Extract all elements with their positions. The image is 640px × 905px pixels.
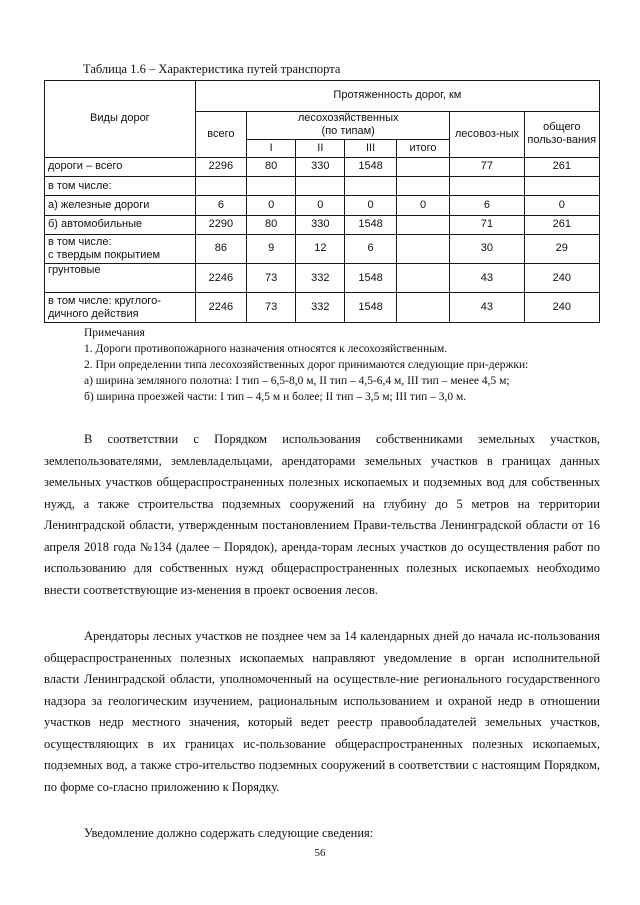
paragraph-1: В соответствии с Порядком использования собственниками земельных участков, землепользователями, землевладельцами, арендаторами земельных участков в границах данных земельных участков общераспространенных полезных ископаемых и подземных вод для собственных нужд, а также строительства подземных сооружений на глубину до 5 метров на территории Ленинградской области, утвержденным постановлением Прави-тельства Ленинградской области от 16 апреля 2018 года №134 (далее – Порядок), аренда-торам лесных участков до осуществления работ по использованию для собственных нужд общераспространенных полезных ископаемых необходимо внести соответствующие из-менения в проект освоения лесов. bbox=[44, 432, 600, 597]
table-cell: 1548 bbox=[345, 293, 396, 323]
table-cell: 12 bbox=[296, 235, 345, 264]
table-cell: 30 bbox=[450, 235, 524, 264]
table-cell: 332 bbox=[296, 263, 345, 293]
transport-table bbox=[44, 80, 600, 323]
table-cell: 261 bbox=[524, 157, 599, 176]
table-row bbox=[45, 293, 600, 323]
table-cell bbox=[450, 176, 524, 195]
note-2a: а) ширина земляного полотна: I тип – 6,5-8,0 м, II тип – 4,5-6,4 м, III тип – менее 4,5 м; bbox=[84, 375, 510, 387]
header-forest-label: лесохозяйственных bbox=[297, 112, 399, 125]
row-label: грунтовые bbox=[45, 263, 196, 293]
notes-title: Примечания bbox=[84, 327, 145, 339]
header-forest bbox=[247, 111, 450, 140]
table-cell: 240 bbox=[524, 293, 599, 323]
header-type-3: III bbox=[345, 140, 396, 157]
row-label: в том числе: круглого- дичного действия bbox=[45, 293, 196, 323]
paragraph-2: Арендаторы лесных участков не позднее чем за 14 календарных дней до начала ис-пользования общераспространенных полезных ископаемых направляют уведомление в орган исполнительной власти Ленинградской области, уполномоченный на осуществле-ние регионального государственного надзора за геологическим изучением, рациональным использованием и охраной недр в отношении участков недр местного значения, который ведет реестр правообладателей земельных участков, осуществляющих в их границах ис-пользование общераспространенных полезных ископаемых, подземных вод, а также стро-ительство подземных сооружений в соответствии с настоящим Порядком, по форме со-гласно приложению к Порядку. bbox=[44, 629, 600, 794]
table-caption: Таблица 1.6 – Характеристика путей транспорта bbox=[83, 62, 341, 76]
table-cell: 0 bbox=[296, 196, 345, 215]
table-row bbox=[45, 196, 600, 215]
table-cell: 330 bbox=[296, 157, 345, 176]
table-body bbox=[45, 157, 600, 322]
page-number: 56 bbox=[314, 847, 326, 859]
table-row bbox=[45, 176, 600, 195]
table-cell bbox=[247, 176, 296, 195]
table-cell bbox=[396, 215, 450, 234]
row-label: в том числе: bbox=[45, 176, 196, 195]
header-general: общего пользо-вания bbox=[524, 111, 599, 157]
paragraph-3: Уведомление должно содержать следующие сведения: bbox=[84, 826, 374, 840]
row-label: дороги – всего bbox=[45, 157, 196, 176]
header-road-types: Виды дорог bbox=[45, 81, 196, 158]
note-1: 1. Дороги противопожарного назначения относятся к лесохозяйственным. bbox=[84, 343, 448, 355]
row-label: а) железные дороги bbox=[45, 196, 196, 215]
table-cell: 2290 bbox=[195, 215, 246, 234]
table-row bbox=[45, 157, 600, 176]
table-cell bbox=[396, 263, 450, 293]
header-total: всего bbox=[195, 111, 246, 157]
table-cell: 80 bbox=[247, 215, 296, 234]
table-cell bbox=[195, 176, 246, 195]
table-cell bbox=[296, 176, 345, 195]
table-cell: 0 bbox=[524, 196, 599, 215]
table-cell: 71 bbox=[450, 215, 524, 234]
row-label: б) автомобильные bbox=[45, 215, 196, 234]
table-cell: 0 bbox=[396, 196, 450, 215]
note-2: 2. При определении типа лесохозяйственных дорог принимаются следующие при-держки: bbox=[84, 359, 529, 371]
table-cell: 86 bbox=[195, 235, 246, 264]
table-cell: 261 bbox=[524, 215, 599, 234]
table-row bbox=[45, 263, 600, 293]
table-cell: 2246 bbox=[195, 293, 246, 323]
header-forest-sub: (по типам) bbox=[321, 125, 375, 138]
table-cell bbox=[396, 293, 450, 323]
table-cell bbox=[396, 176, 450, 195]
note-2b: б) ширина проезжей части: I тип – 4,5 м и более; II тип – 3,5 м; III тип – 3,0 м. bbox=[84, 391, 467, 403]
table-cell: 43 bbox=[450, 263, 524, 293]
table-cell: 2296 bbox=[195, 157, 246, 176]
table-cell: 6 bbox=[345, 235, 396, 264]
table-cell: 240 bbox=[524, 263, 599, 293]
table-row bbox=[45, 235, 600, 264]
row-label: в том числе: с твердым покрытием bbox=[45, 235, 196, 264]
table-cell: 330 bbox=[296, 215, 345, 234]
header-timber: лесовоз-ных bbox=[450, 111, 524, 157]
table-cell: 0 bbox=[247, 196, 296, 215]
notes bbox=[44, 325, 600, 405]
table-cell: 73 bbox=[247, 293, 296, 323]
table-cell: 29 bbox=[524, 235, 599, 264]
table-cell: 1548 bbox=[345, 215, 396, 234]
header-type-1: I bbox=[247, 140, 296, 157]
table-cell bbox=[345, 176, 396, 195]
table-cell: 73 bbox=[247, 263, 296, 293]
table-cell: 1548 bbox=[345, 157, 396, 176]
header-type-2: II bbox=[296, 140, 345, 157]
table-cell bbox=[524, 176, 599, 195]
header-length: Протяженность дорог, км bbox=[195, 81, 599, 112]
table-cell: 43 bbox=[450, 293, 524, 323]
table-cell: 1548 bbox=[345, 263, 396, 293]
table-cell: 6 bbox=[450, 196, 524, 215]
table-cell: 332 bbox=[296, 293, 345, 323]
table-cell bbox=[396, 157, 450, 176]
table-cell: 2246 bbox=[195, 263, 246, 293]
table-cell: 0 bbox=[345, 196, 396, 215]
table-cell: 6 bbox=[195, 196, 246, 215]
table-cell: 80 bbox=[247, 157, 296, 176]
table-cell: 77 bbox=[450, 157, 524, 176]
header-subtotal: итого bbox=[396, 140, 450, 157]
table-cell bbox=[396, 235, 450, 264]
table-cell: 9 bbox=[247, 235, 296, 264]
table-row bbox=[45, 215, 600, 234]
